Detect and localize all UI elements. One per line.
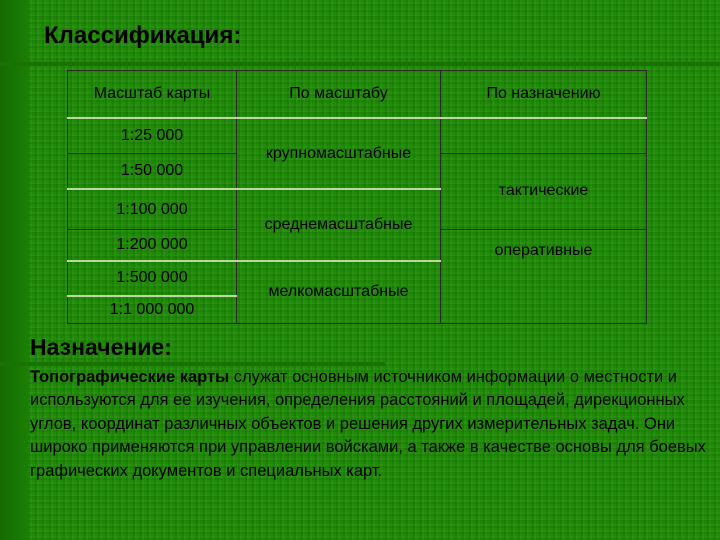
scale-cell: 1:1 000 000 [68,296,237,323]
header-map-scale: Масштаб карты [68,71,237,119]
scale-cell: 1:100 000 [68,189,237,229]
purpose-empty-cell [441,118,647,154]
table-row [68,118,647,154]
table-header-row [68,71,647,119]
by-scale-cell-large: крупномасштабные [237,118,441,189]
description-paragraph [30,366,710,483]
scale-cell: 1:500 000 [68,261,237,297]
header-by-purpose: По назначению [441,71,647,119]
scale-cell: 1:25 000 [68,118,237,154]
paragraph-lead: Топографические карты [30,368,230,386]
left-decorative-stripe [0,0,28,540]
title-underline [0,62,720,66]
page-title: Классификация: [44,22,242,49]
section-title: Назначение: [30,334,172,360]
by-scale-cell-medium: среднемасштабные [237,189,441,260]
paragraph-body: служат основным источником информации о местности и используются для ее изучения, определения расстояний и площадей, дирекционных углов, координат различных объектов и решения других измерительных задач. Они широко применяются при управлении войсками, а также в качестве основы для боевых графических документов и специальных карт. [30,368,706,480]
by-scale-cell-small: мелкомасштабные [237,261,441,324]
by-purpose-cell-operational: оперативные [441,229,647,323]
by-purpose-cell-tactical: тактические [441,154,647,229]
header-by-scale: По масштабу [237,71,441,119]
scale-cell: 1:50 000 [68,154,237,190]
scale-cell: 1:200 000 [68,229,237,260]
classification-table [67,70,647,324]
